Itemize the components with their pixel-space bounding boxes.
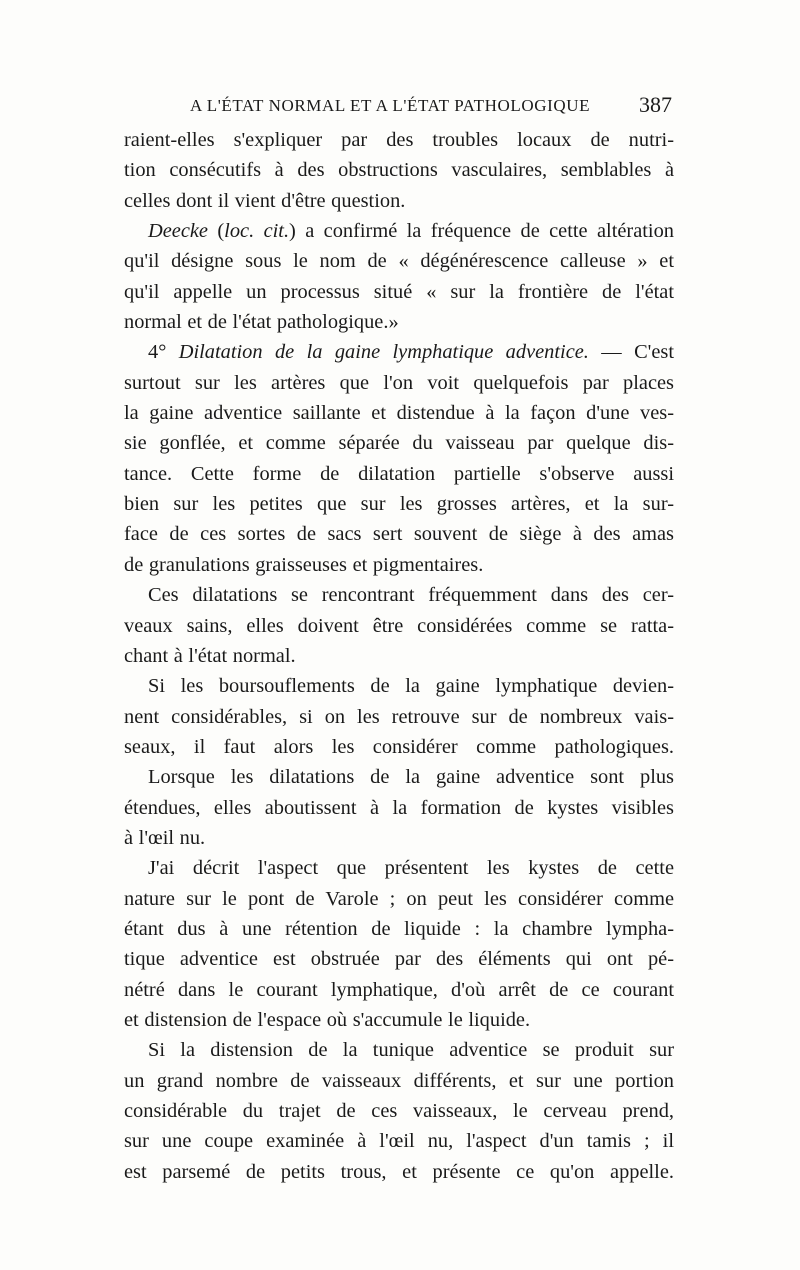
text-run: considérable du trajet de ces vaisseaux, le cerveau prend, (124, 1100, 674, 1122)
text-line (124, 368, 674, 398)
text-line (124, 732, 674, 762)
text-run: surtout sur les artères que l'on voit quelquefois par places (124, 371, 674, 394)
text-line (124, 337, 674, 367)
page-number: 387 (639, 92, 672, 117)
text-line (124, 155, 674, 185)
text-run: nent considérables, si on les retrouve sur de nombreux vais- (124, 705, 674, 728)
text-run: qu'il désigne sous le nom de « dégénérescence calleuse » et (124, 250, 674, 273)
text-run: est parsemé de petits trous, et présente ce qu'on appelle. (124, 1160, 674, 1183)
text-run: la gaine adventice saillante et distendue à la façon d'une ves- (124, 402, 674, 425)
text-line (124, 246, 674, 276)
text-run: 4° (148, 341, 179, 364)
text-run: nature sur le pont de Varole ; on peut les considérer comme (124, 887, 674, 910)
text-line (124, 1126, 674, 1156)
text-run: sie gonflée, et comme séparée du vaisseau par quelque dis- (124, 432, 674, 455)
text-line (124, 611, 674, 641)
italic-text: loc. cit. (224, 220, 290, 243)
text-run: à l'œil nu. (124, 826, 206, 849)
text-line (124, 641, 674, 671)
text-run: veaux sains, elles doivent être considérées comme se ratta- (124, 614, 674, 637)
text-run: Si la distension de la tunique adventice se produit sur (148, 1039, 674, 1062)
text-run: tance. Cette forme de dilatation partielle s'observe aussi (124, 462, 674, 485)
text-run: celles dont il vient d'être question. (124, 189, 406, 212)
text-line (124, 186, 674, 216)
text-line (124, 1005, 674, 1035)
text-line (124, 489, 674, 519)
italic-text: Dilatation de la gaine lymphatique adventice. (178, 341, 589, 364)
text-line (124, 762, 674, 792)
text-line (124, 975, 674, 1005)
text-run: étant dus à une rétention de liquide : la chambre lympha- (124, 917, 674, 940)
text-line (124, 519, 674, 549)
text-line (124, 307, 674, 337)
text-run: nétré dans le courant lymphatique, d'où arrêt de ce courant (124, 978, 674, 1001)
text-line (124, 428, 674, 458)
text-run: normal et de l'état pathologique.» (124, 311, 399, 334)
text-line (124, 398, 674, 428)
text-line (124, 550, 674, 580)
text-line (124, 914, 674, 944)
italic-text: Deecke (148, 220, 208, 243)
running-head (120, 92, 680, 122)
text-line (124, 671, 674, 701)
text-line (124, 702, 674, 732)
text-line (124, 580, 674, 610)
text-line (124, 1157, 674, 1187)
text-run: ( (207, 220, 225, 243)
text-line (124, 823, 674, 853)
text-line (124, 793, 674, 823)
text-run: seaux, il faut alors les considérer comme pathologiques. (124, 735, 674, 758)
text-run: Ces dilatations se rencontrant fréquemment dans des cer- (148, 584, 674, 607)
text-line (124, 459, 674, 489)
text-line (124, 125, 674, 155)
text-run: face de ces sortes de sacs sert souvent de siège à des amas (124, 523, 674, 546)
text-line (124, 884, 674, 914)
text-run: étendues, elles aboutissent à la formation de kystes visibles (124, 796, 674, 819)
text-run: ) a confirmé la fréquence de cette altération (289, 220, 674, 243)
text-run: un grand nombre de vaisseaux différents, et sur une portion (124, 1069, 674, 1092)
text-run: Lorsque les dilatations de la gaine adventice sont plus (148, 766, 674, 789)
text-run: tion consécutifs à des obstructions vasculaires, semblables à (124, 159, 674, 182)
text-line (124, 1096, 674, 1126)
body-text (124, 125, 674, 1187)
text-run: — C'est (588, 341, 674, 364)
text-run: J'ai décrit l'aspect que présentent les kystes de cette (148, 857, 674, 880)
text-run: Si les boursouflements de la gaine lymphatique devien- (148, 675, 674, 698)
text-run: sur une coupe examinée à l'œil nu, l'aspect d'un tamis ; il (124, 1130, 674, 1153)
text-run: et distension de l'espace où s'accumule le liquide. (124, 1008, 531, 1031)
text-line (124, 1035, 674, 1065)
text-run: raient-elles s'expliquer par des troubles locaux de nutri- (124, 129, 674, 151)
text-run: bien sur les petites que sur les grosses artères, et la sur- (124, 493, 674, 516)
text-line (124, 1066, 674, 1096)
text-line (124, 277, 674, 307)
text-run: chant à l'état normal. (124, 644, 296, 667)
running-head-title: A L'ÉTAT NORMAL ET A L'ÉTAT PATHOLOGIQUE (190, 96, 591, 115)
text-run: de granulations graisseuses et pigmentaires. (124, 553, 484, 576)
text-line (124, 944, 674, 974)
text-line (124, 216, 674, 246)
text-line (124, 853, 674, 883)
text-run: tique adventice est obstruée par des éléments qui ont pé- (124, 948, 674, 971)
text-run: qu'il appelle un processus situé « sur la frontière de l'état (124, 280, 674, 303)
